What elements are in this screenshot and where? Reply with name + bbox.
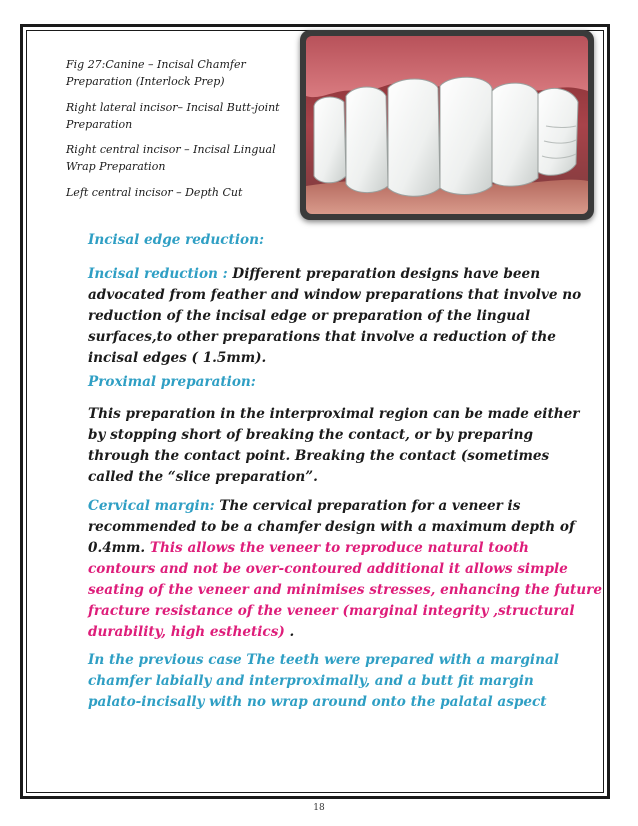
- figure-caption-canine: Fig 27:Canine – Incisal Chamfer Preparation (Interlock Prep): [66, 58, 246, 88]
- figure-caption-lateral-incisor: Right lateral incisor– Incisal Butt-joint Preparation: [66, 101, 280, 131]
- label-incisal-reduction: Incisal reduction :: [88, 266, 228, 282]
- figure-caption-central-incisor: Right central incisor – Incisal Lingual Wrap Preparation: [66, 143, 276, 173]
- paragraph-incisal-reduction: Incisal reduction : Different preparation designs have been advocated from feather and window preparations that involve no reduction of the incisal edge or preparation of the lingual surfaces,to other preparations that involve a reduction of the incisal edges ( 1.5mm).: [88, 266, 582, 366]
- teeth-photo: [306, 36, 588, 214]
- paragraph-previous-case: In the previous case The teeth were prepared with a marginal chamfer labially and interproximally, and a butt fit margin palato-incisally with no wrap around onto the palatal aspect: [88, 652, 559, 710]
- page-number: 18: [313, 803, 325, 813]
- figure-caption-left-central: Left central incisor – Depth Cut: [66, 186, 243, 199]
- heading-incisal-edge-reduction: Incisal edge reduction:: [88, 232, 264, 248]
- heading-proximal-preparation: Proximal preparation:: [88, 374, 256, 390]
- paragraph-proximal-preparation: This preparation in the interproximal region can be made either by stopping short of breaking the contact, or by preparing through the contact point. Breaking the contact (sometimes called the “slice preparation”.: [88, 406, 580, 485]
- label-cervical-margin: Cervical margin:: [88, 498, 215, 514]
- paragraph-cervical-margin: Cervical margin: The cervical preparation for a veneer is recommended to be a chamfer design with a maximum depth of 0.4mm. This allows the veneer to reproduce natural tooth contours and not be over-contoured additional it allows simple seating of the veneer and minimises stresses, enhancing the future fracture resistance of the veneer (marginal integrity ,structural durability, high esthetics) .: [88, 498, 602, 640]
